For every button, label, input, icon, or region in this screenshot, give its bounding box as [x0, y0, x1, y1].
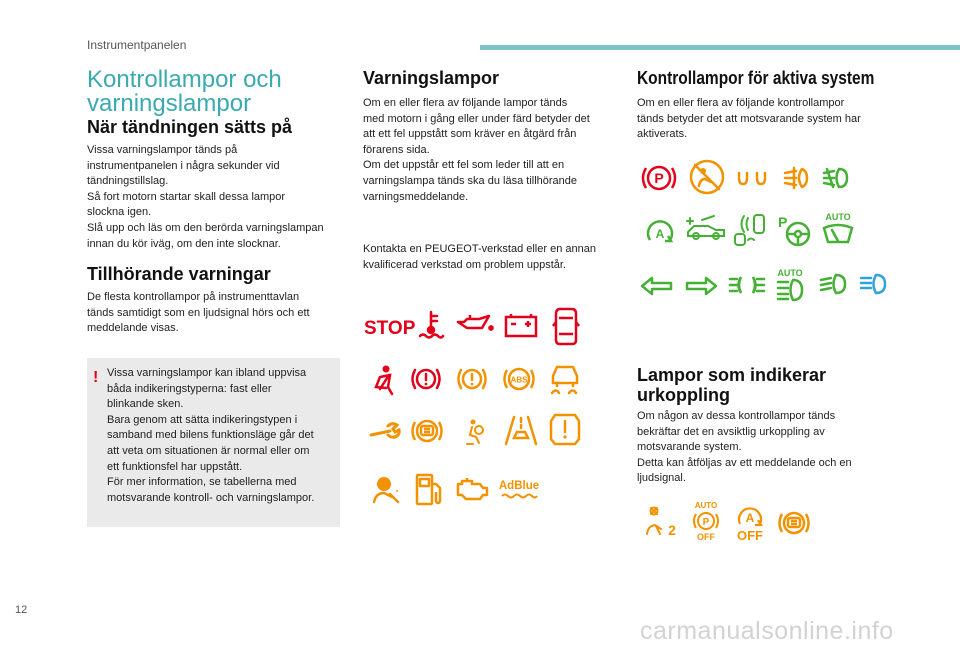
wrench-icon: [368, 422, 402, 440]
coolant-temperature-icon: [418, 310, 444, 340]
note-exclamation-icon: !: [93, 369, 99, 386]
note-text: Vissa varningslampor kan ibland uppvisa båda indikeringstyperna: fast eller blinkande sken. Bara genom att sätta indikeringstypen i samband med bilens funktionsläge går det att veta om situationen är normal eller om ett funktionsfel har uppstått. För mer information, se tabellerna med motsvarande kontroll- och varningslampor.: [107, 367, 315, 504]
svg-text:OFF: OFF: [737, 528, 763, 543]
svg-text:OFF: OFF: [697, 532, 715, 542]
passenger-airbag-deactivated-icon: [644, 506, 680, 538]
brake-warning-icon: [410, 364, 442, 394]
sidelamps-icon: [728, 272, 766, 298]
electric-parking-brake-icon: [640, 162, 678, 194]
engine-fault-icon: [454, 476, 490, 502]
heading-ignition: När tändningen sätts på: [87, 117, 293, 137]
svg-text:A: A: [655, 227, 665, 241]
parking-brake-auto-off-icon: [776, 508, 812, 538]
left-indicator-icon: [640, 276, 674, 296]
svg-text:P: P: [654, 170, 664, 186]
paragraph-contact-workshop: Kontakta en PEUGEOT-verkstad eller en annan kvalificerad verkstad om problem uppstår.: [363, 243, 596, 271]
heading-active-systems: Kontrollampor för aktiva system: [637, 68, 875, 88]
right-indicator-icon: [684, 276, 718, 296]
stop-start-off-icon: [732, 500, 768, 542]
svg-text:2: 2: [668, 522, 676, 538]
svg-text:P: P: [702, 517, 710, 528]
paragraph-related-warnings: De flesta kontrollampor på instrumenttavlan tänds samtidigt som en ljudsignal hörs och ett meddelande visas.: [87, 291, 310, 335]
watermark: carmanualsonline.info: [640, 617, 894, 645]
svg-text:A: A: [745, 511, 755, 525]
airbag-fault-icon: [464, 418, 486, 446]
svg-text:AUTO: AUTO: [694, 501, 718, 510]
stop-warning-icon: [364, 314, 416, 340]
heading-deactivation: Lampor som indikerar urkoppling: [637, 365, 827, 405]
service-warning-icon: [456, 364, 488, 394]
park-assist-icon: [732, 212, 768, 248]
svg-text:AUTO: AUTO: [825, 212, 851, 222]
front-foglamps-icon: [822, 166, 852, 190]
svg-text:AUTO: AUTO: [777, 268, 803, 278]
main-beam-icon: [858, 272, 890, 296]
general-warning-triangle-icon: [548, 412, 582, 446]
section-header: Instrumentpanelen: [87, 38, 187, 52]
oil-pressure-icon: [456, 312, 494, 336]
auto-parking-brake-off-icon: [688, 500, 724, 542]
cruise-control-icon: [684, 214, 728, 244]
steering-assist-icon: [778, 214, 812, 248]
svg-text:P: P: [778, 214, 788, 230]
heading-warning-lamps: Varningslampor: [363, 68, 500, 88]
seatbelt-icon: [372, 364, 398, 396]
stop-start-icon: [644, 216, 676, 244]
battery-icon: [504, 312, 538, 338]
page-number: 12: [15, 604, 28, 616]
svg-text:STOP: STOP: [364, 318, 416, 339]
door-open-icon: [552, 306, 580, 346]
passenger-airbag-icon: [370, 472, 404, 506]
auto-headlamps-icon: [772, 268, 808, 302]
paragraph-deactivation: Om någon av dessa kontrollampor tänds bekräftar det en avsiktlig urkoppling av motsvarande system. Detta kan åtföljas av ett meddelande och en ljudsignal.: [637, 410, 852, 485]
parking-brake-fault-icon: [410, 416, 444, 446]
svg-text:ABS: ABS: [510, 375, 528, 385]
preheating-icon: [736, 170, 768, 186]
fuel-level-icon: [414, 472, 444, 508]
passenger-airbag-off-icon: [688, 158, 726, 196]
adblue-icon: [498, 476, 540, 502]
page-title: Kontrollampor och varningslampor: [87, 66, 282, 117]
auto-wipers-icon: [820, 212, 856, 246]
esp-icon: [548, 362, 582, 396]
paragraph-ignition: Vissa varningslampor tänds på instrumentpanelen i några sekunder vid tändningstillslag. Så fort motorn startar skall dessa lampor slockna igen. Slå upp och läs om den berörda varningslampan innan du kör iväg, om den inte slocknar.: [87, 144, 324, 250]
heading-related-warnings: Tillhörande varningar: [87, 264, 271, 284]
paragraph-active-systems: Om en eller flera av följande kontrollampor tänds betyder det att motsvarande system har aktiverats.: [637, 97, 861, 141]
header-accent-bar: [480, 45, 960, 50]
svg-text:AdBlue: AdBlue: [498, 480, 540, 492]
rear-foglamp-icon: [782, 166, 812, 190]
paragraph-warning-lamps: Om en eller flera av följande lampor tänds med motorn i gång eller under färd betyder det att ett fel uppstått som kräver en åtgärd från förarens sida. Om det uppstår ett fel som leder till att en varningslampa tänds ska du läsa tillhörande varningsmeddelande.: [363, 97, 590, 203]
dipped-beam-icon: [818, 272, 850, 296]
lane-departure-icon: [504, 414, 538, 446]
abs-icon: [502, 364, 536, 394]
